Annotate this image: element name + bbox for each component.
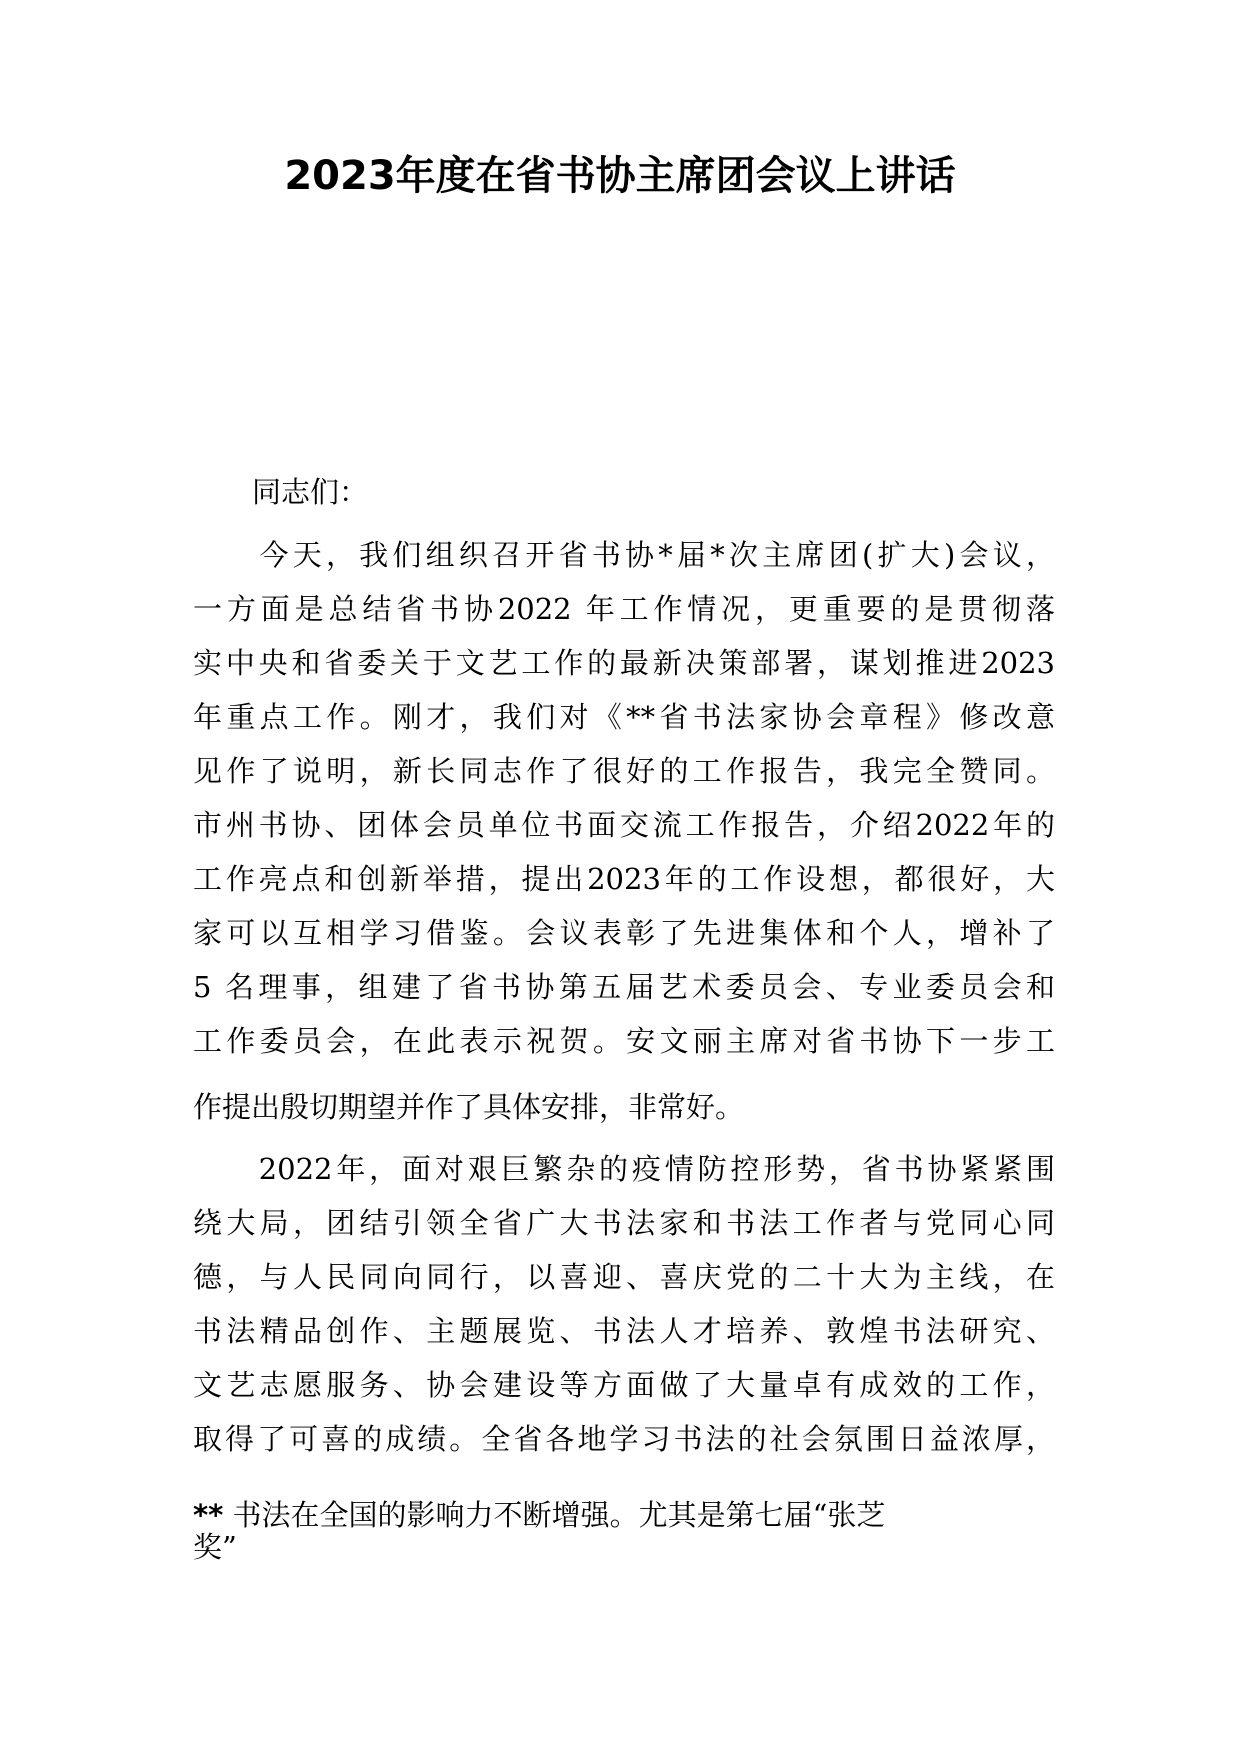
- paragraph-line: 书法精品创作、主题展览、书法人才培养、敦煌书法研究、: [193, 1314, 1055, 1348]
- paragraph-line: 奖”: [193, 1530, 237, 1564]
- paragraph-line: 一方面是总结省书协2022 年工作情况，更重要的是贯彻落: [193, 592, 1055, 626]
- paragraph-line: 今天，我们组织召开省书协*届*次主席团(扩大)会议，: [193, 538, 1055, 572]
- paragraph-line: 5 名理事，组建了省书协第五届艺术委员会、专业委员会和: [193, 970, 1055, 1004]
- paragraph-line: 工作委员会，在此表示祝贺。安文丽主席对省书协下一步工: [193, 1024, 1055, 1058]
- paragraph-line: 绕大局，团结引领全省广大书法家和书法工作者与党同心同: [193, 1206, 1055, 1240]
- paragraph-line: 2022年，面对艰巨繁杂的疫情防控形势，省书协紧紧围: [193, 1152, 1055, 1186]
- paragraph-line: 见作了说明，新长同志作了很好的工作报告，我完全赞同。: [193, 754, 1055, 788]
- paragraph-line: 工作亮点和创新举措，提出2023年的工作设想，都很好，大: [193, 862, 1055, 896]
- paragraph-line: 市州书协、团体会员单位书面交流工作报告，介绍2022年的: [193, 808, 1055, 842]
- paragraph-line: 德，与人民同向同行，以喜迎、喜庆党的二十大为主线，在: [193, 1260, 1055, 1294]
- redacted-name-marker: **: [193, 1498, 224, 1532]
- paragraph-line: 实中央和省委关于文艺工作的最新决策部署，谋划推进2023: [193, 646, 1055, 680]
- salutation: 同志们：: [252, 475, 369, 509]
- paragraph-continuation: [193, 1499, 1055, 1563]
- paragraph-line: [193, 1499, 1055, 1531]
- paragraph-line-text: 书法在全国的影响力不断增强。尤其是第七届“张芝: [223, 1498, 886, 1532]
- paragraph-2: [193, 1142, 1055, 1466]
- paragraph-line: 年重点工作。刚才，我们对《**省书法家协会章程》修改意: [193, 700, 1055, 734]
- paragraph-line: 文艺志愿服务、协会建设等方面做了大量卓有成效的工作，: [193, 1368, 1055, 1402]
- paragraph-line: 取得了可喜的成绩。全省各地学习书法的社会氛围日益浓厚，: [193, 1422, 1055, 1456]
- paragraph-line: 作提出殷切期望并作了具体安排，非常好。: [193, 1090, 745, 1124]
- document-title: 2023年度在省书协主席团会议上讲话: [284, 153, 956, 199]
- paragraph-line: 家可以互相学习借鉴。会议表彰了先进集体和个人，增补了: [193, 916, 1055, 950]
- paragraph-1: [193, 528, 1055, 1134]
